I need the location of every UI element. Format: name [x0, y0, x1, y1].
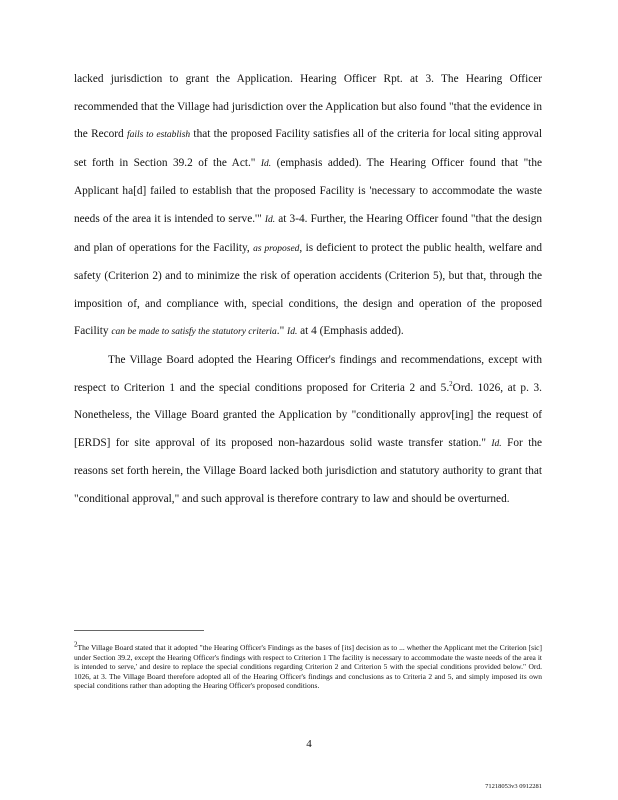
footnote-text: The Village Board stated that it adopted "the Hearing Officer's Findings as the bases of [its] decision as to ... whether the Applicant met the Criterion [sic] under Section 39.2, except the Hearing Officer's findings with respect to Criterion 1 The facility is necessary to accommodate the waste needs of the area it is intended to serve,' and desire to replace the special conditions regarding Criterion 2 and Criterion 5 with the special conditions provided below." Ord. 1026, at 3. The Village Board therefore adopted all of the Hearing Officer's findings and conclusions as to Criteria 2 and 5, and simply imposed its own special conditions rather than adopting the Hearing Officer's proposed conditions. — [74, 643, 542, 690]
text-run: at 4 (Emphasis added). — [297, 325, 404, 338]
text-run: For the reasons set forth herein, the Village Board lacked both jurisdiction and statutory authority to grant that "conditional approval," and such approval is therefore contrary to law and should be overturned. — [74, 436, 542, 505]
text-run: that the proposed Facility satisfies all of the criteria for local siting approval set forth in Section 39.2 of the Act." — [74, 128, 542, 169]
footnote-divider — [74, 630, 204, 631]
text-run: The Village Board adopted the Hearing Officer's findings and recommendations, except with respect to Criterion 1 and the special conditions proposed for Criteria 2 and 5. — [74, 353, 542, 394]
footnote — [74, 640, 542, 691]
footnote-marker: 2 — [74, 640, 78, 649]
emphasis-text: as proposed — [253, 243, 300, 254]
footnote-reference: 2 — [449, 379, 453, 388]
document-id: 71218053v3 0912281 — [485, 783, 542, 790]
text-run: at 3-4. Further, the Hearing Officer found "that the design and plan of operations for the Facility, — [74, 212, 542, 254]
text-run: , is deficient to protect the public health, welfare and safety (Criterion 2) and to minimize the risk of operation accidents (Criterion 5), but that, through the imposition of, and compliance with, special conditions, the design and operation of the proposed Facility — [74, 241, 542, 338]
citation-id: Id. — [264, 214, 276, 225]
citation-id: Id. — [260, 158, 272, 169]
text-run: (emphasis added). The Hearing Officer found that "the Applicant ha[d] failed to establish that the proposed Facility is 'necessary to accommodate the waste needs of the area it is intended to serve.'" — [74, 156, 542, 225]
page-number: 4 — [306, 738, 312, 750]
citation-id: Id. — [491, 438, 502, 449]
text-run: Ord. 1026, at p. 3. Nonetheless, the Village Board granted the Application by "conditionally approv[ing] the request of [ERDS] for site approval of its proposed non-hazardous solid waste transfer station." — [74, 381, 542, 449]
paragraph-2 — [74, 347, 542, 514]
emphasis-text: fails to establish — [126, 130, 191, 141]
paragraph-1 — [74, 66, 542, 347]
text-run: ." — [276, 325, 288, 338]
body-text — [74, 66, 542, 514]
emphasis-text: can be made to satisfy the statutory criteria — [111, 327, 277, 338]
text-run: lacked jurisdiction to grant the Application. Hearing Officer Rpt. at 3. The Hearing Officer recommended that the Village had jurisdiction over the Application but also found "that the evidence in the Record — [74, 73, 542, 141]
citation-id: Id. — [287, 327, 298, 338]
